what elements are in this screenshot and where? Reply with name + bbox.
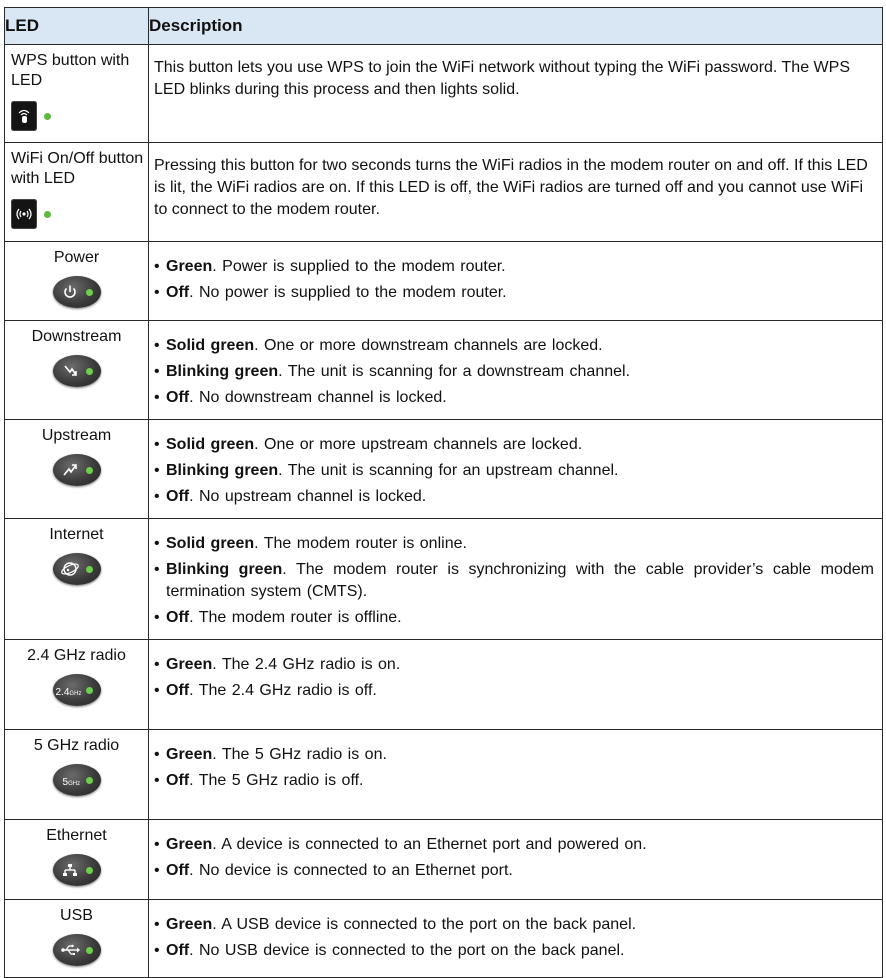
led-table — [4, 7, 883, 978]
table-row-usb — [5, 900, 883, 978]
internet-icon — [53, 553, 101, 585]
led-name: USB — [60, 907, 93, 924]
led-name: WPS button with LED — [11, 52, 130, 89]
table-row-radio-5 — [5, 730, 883, 820]
list-item: • Off. No device is connected to an Ethernet port. — [154, 862, 513, 879]
list-item: • Off. The 2.4 GHz radio is off. — [154, 682, 377, 699]
led-cell — [5, 519, 149, 640]
description-cell — [149, 640, 883, 730]
description-cell — [149, 519, 883, 640]
led-cell — [5, 45, 149, 143]
power-icon — [53, 276, 101, 308]
ethernet-icon — [53, 854, 101, 886]
description-cell — [149, 321, 883, 420]
led-cell — [5, 730, 149, 820]
list-item: • Off. No upstream channel is locked. — [154, 488, 427, 505]
list-item: • Off. The 5 GHz radio is off. — [154, 772, 364, 789]
list-item: • Solid green. One or more downstream channels are locked. — [154, 337, 603, 354]
led-cell — [5, 321, 149, 420]
led-name: Internet — [49, 526, 104, 543]
list-item: • Green. The 5 GHz radio is on. — [154, 746, 387, 763]
list-item: • Green. A USB device is connected to the port on the back panel. — [154, 916, 637, 933]
upstream-icon — [53, 454, 101, 486]
list-item: • Off. No power is supplied to the modem router. — [154, 284, 507, 301]
led-cell — [5, 242, 149, 321]
list-item: • Green. The 2.4 GHz radio is on. — [154, 656, 401, 673]
table-row-power — [5, 242, 883, 321]
led-name: Upstream — [41, 427, 112, 444]
list-item: • Off. No downstream channel is locked. — [154, 389, 447, 406]
table-row-internet — [5, 519, 883, 640]
led-cell — [5, 820, 149, 900]
description-cell: This button lets you use WPS to join the WiFi network without typing the WiFi password. The WPS LED blinks during this process and then lights solid. — [149, 45, 883, 143]
led-name: Downstream — [31, 328, 122, 345]
led-dot — [44, 113, 51, 120]
header-description: Description — [149, 8, 883, 45]
description-cell — [149, 242, 883, 321]
table-row-downstream — [5, 321, 883, 420]
description-cell — [149, 900, 883, 978]
led-name: 2.4 GHz radio — [27, 647, 126, 664]
description-cell — [149, 420, 883, 519]
header-led: LED — [5, 8, 149, 45]
led-dot — [44, 211, 51, 218]
led-cell — [5, 640, 149, 730]
table-row-wps — [5, 45, 883, 143]
radio-24-icon: 2.4GHz — [53, 674, 101, 706]
wifi-icon — [11, 199, 37, 229]
led-name: Ethernet — [46, 827, 107, 844]
list-item: • Solid green. The modem router is online. — [154, 535, 467, 552]
led-cell — [5, 420, 149, 519]
led-cell — [5, 143, 149, 242]
list-item: • Green. Power is supplied to the modem router. — [154, 258, 506, 275]
description-cell: Pressing this button for two seconds turns the WiFi radios in the modem router on and off. If this LED is lit, the WiFi radios are on. If this LED is off, the WiFi radios are turned off and you cannot use WiFi to connect to the modem router. — [149, 143, 883, 242]
downstream-icon — [53, 355, 101, 387]
wps-icon — [11, 101, 37, 131]
list-item: • Blinking green. The modem router is synchronizing with the cable provider’s cable modem termination system (CMTS). — [154, 561, 874, 600]
usb-icon — [53, 934, 101, 966]
description-cell — [149, 730, 883, 820]
table-row-wifi — [5, 143, 883, 242]
list-item: • Blinking green. The unit is scanning for an upstream channel. — [154, 462, 619, 479]
description-cell — [149, 820, 883, 900]
led-name: Power — [53, 249, 100, 266]
list-item: • Solid green. One or more upstream channels are locked. — [154, 436, 583, 453]
table-row-upstream — [5, 420, 883, 519]
radio-5-icon: 5GHz — [53, 764, 101, 796]
list-item: • Blinking green. The unit is scanning for a downstream channel. — [154, 363, 631, 380]
led-name: WiFi On/Off button with LED — [11, 150, 144, 187]
list-item: • Off. The modem router is offline. — [154, 609, 402, 626]
led-name: 5 GHz radio — [33, 737, 120, 754]
list-item: • Off. No USB device is connected to the port on the back panel. — [154, 942, 625, 959]
list-item: • Green. A device is connected to an Ethernet port and powered on. — [154, 836, 647, 853]
table-header-row — [5, 8, 883, 45]
led-cell — [5, 900, 149, 978]
table-row-ethernet — [5, 820, 883, 900]
table-row-radio-24 — [5, 640, 883, 730]
